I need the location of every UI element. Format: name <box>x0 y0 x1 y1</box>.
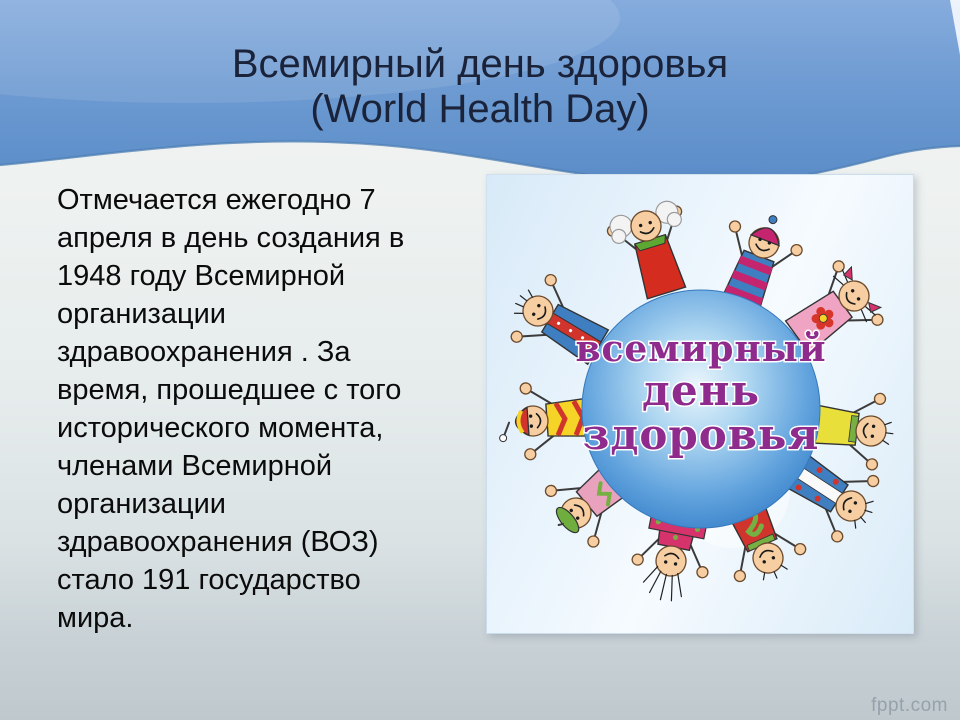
globe-title-line3: здоровья <box>582 410 820 459</box>
globe-title-line2: день <box>642 366 760 415</box>
child-curly-girl-red-dress <box>604 198 703 305</box>
fppt-watermark: fppt.com <box>871 695 948 716</box>
body-text-line: здравоохранения . За <box>57 336 351 368</box>
slide-title-line1: Всемирный день здоровья <box>231 42 729 86</box>
body-text-line: мира. <box>57 602 134 634</box>
body-text-line: членами Всемирной <box>57 450 333 482</box>
body-text-line: организации <box>57 488 226 520</box>
body-text-line: апреля в день создания в <box>57 222 405 254</box>
body-text <box>57 181 465 637</box>
body-text-line: исторического момента, <box>57 412 384 444</box>
body-text-line: Отмечается ежегодно 7 <box>57 184 376 216</box>
world-health-day-illustration <box>486 174 914 634</box>
body-text-line: здравоохранения (ВОЗ) <box>57 526 379 558</box>
children-around-globe-graphic <box>487 175 913 633</box>
body-text-line: 1948 году Всемирной <box>57 260 346 292</box>
body-text-line: организации <box>57 298 226 330</box>
globe-title-line1: всемирный <box>575 328 827 370</box>
body-text-line: время, прошедшее с того <box>57 374 402 406</box>
slide-title <box>0 42 960 132</box>
slide-title-line2: (World Health Day) <box>310 87 650 131</box>
body-text-line: стало 191 государство <box>57 564 361 596</box>
